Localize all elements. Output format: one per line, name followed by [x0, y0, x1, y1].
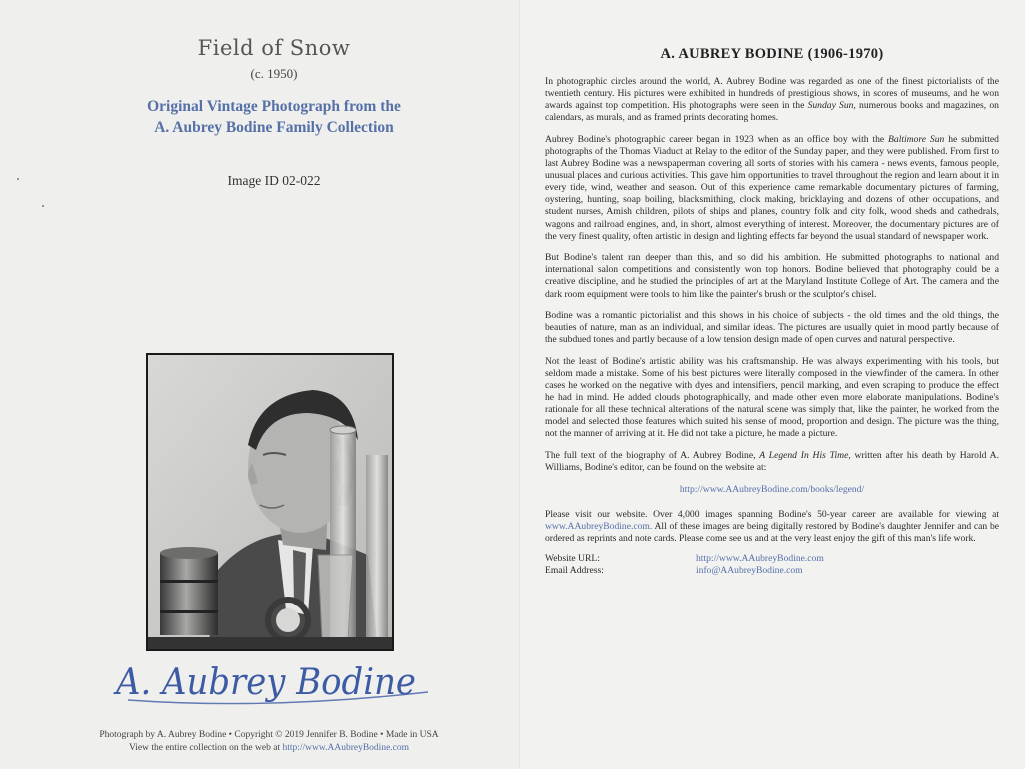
subtitle-line-1: Original Vintage Photograph from the: [147, 98, 401, 115]
bio-p6-text: The full text of the biography of A. Aubrey Bodine,: [545, 450, 760, 462]
bio-p6-emphasis: A Legend In His Time: [759, 450, 849, 462]
bio-p7-text-end: All of these images are being digitally restored by Bodine's daughter Jennifer and can be ordered as reprints and note cards. Please come see us and at the very least enjoy the gift of this man's life work.: [545, 520, 999, 544]
legend-link[interactable]: http://www.AAubreyBodine.com/books/legend/: [679, 483, 865, 495]
portrait-photo: [146, 353, 394, 651]
email-label: Email Address:: [545, 565, 604, 576]
bio-p1-emphasis: Sunday Sun,: [807, 100, 856, 112]
collection-link[interactable]: http://www.AAubreyBodine.com: [282, 743, 410, 753]
bio-p2-emphasis: Baltimore Sun: [888, 133, 945, 145]
bio-paragraph-2: [545, 134, 999, 243]
contact-values: [696, 553, 824, 578]
contact-block: [545, 553, 999, 578]
website-url-link[interactable]: http://www.AAubreyBodine.com: [696, 552, 824, 564]
collection-link-line: [40, 742, 498, 755]
collection-link-prefix: View the entire collection on the web at: [128, 743, 283, 753]
website-label: Website URL:: [545, 552, 600, 564]
signature-image: [108, 652, 438, 714]
biography-title: A. AUBREY BODINE (1906-1970): [660, 46, 884, 62]
artwork-title: Field of Snow: [197, 36, 351, 60]
collection-subtitle: [0, 96, 548, 138]
portrait-image: [148, 355, 392, 649]
website-inline-link[interactable]: www.AAubreyBodine.com.: [545, 520, 653, 532]
bio-p6-text-end: , written after his death by Harold A. Williams, Bodine's editor, can be found on the website at:: [545, 450, 999, 474]
copyright-line: Photograph by A. Aubrey Bodine • Copyright © 2019 Jennifer B. Bodine • Made in USA: [99, 730, 439, 740]
bio-paragraph-3: But Bodine's talent ran deeper than this, and so did his ambition. He submitted photographs to national and international salon competitions and consistently won top honors. Bodine believed that photography could be a creative discipline, and he studied the principles of art at the Maryland Institute College of Art. The camera and the dark room equipment were tools to him like the painter's brush or the sculptor's chisel.: [545, 252, 999, 300]
contact-labels: [545, 553, 696, 578]
bio-paragraph-7: [545, 509, 999, 545]
subtitle-line-2: A. Aubrey Bodine Family Collection: [154, 119, 394, 136]
bio-p2-text: Aubrey Bodine's photographic career began in 1923 when as an office boy with the: [545, 133, 889, 145]
bio-p1-text-end: numerous books and magazines, on calendars, as murals, and as framed prints decorating homes.: [545, 100, 999, 124]
email-address-link[interactable]: info@AAubreyBodine.com: [696, 565, 803, 576]
bio-paragraph-5: Not the least of Bodine's artistic ability was his craftsmanship. He was always experimenting with his tools, but seldom made a mistake. Some of his best pictures were literally composed in the viewfinder of the camera. In other cases he worked on the negative with dyes and intensifiers, pencil marking, and even scraping to produce the effect he had in mind. He added clouds photographically, and made other even more elaborate manipulations. Bodine's rationale for all these technical alterations of the natural scene was simply that, like the painter, he worked from the model and selected those features which suited his sense of mood, proportion and design. The picture was the thing, not the manner of arriving at it. He did not take a picture, he made a picture.: [545, 355, 999, 440]
image-id: Image ID 02-022: [227, 173, 321, 188]
bio-p7-text: Please visit our website. Over 4,000 images spanning Bodine's 50-year career are available for viewing at: [545, 508, 999, 520]
signature: [108, 652, 438, 714]
biography-body: [545, 76, 999, 577]
copyright-footer: [40, 729, 498, 755]
artwork-date: (c. 1950): [250, 66, 298, 81]
bio-p2-text-end: he submitted photographs of the Thomas Viaduct at Relay to the editor of the Sunday paper, and they were published. From first to last Aubrey Bodine was a newspaperman covering all sorts of stories with his camera - news events, famous people, unusual places and curious activities. This gave him opportunities to travel throughout the region and learn about it in every tide, wind, weather and season. Out of this experience came remarkable documentary pictures of farming, oystering, hunting, soap boiling, blacksmithing, clock making, bricklaying and dozens of other occupations, and student nurses, Amish children, pilots of ships and planes, country folk and city folk, wood sheds and cathedrals, wagons and railroad engines, and, in short, almost everything of interest. Moreover, the documentary pictures are of the very finest quality, often artistic in design and lighting effects far beyond the usual standard of newspaper work.: [545, 133, 999, 242]
bio-p1-text: In photographic circles around the world, A. Aubrey Bodine was regarded as one of the finest pictorialists of the twentieth century. His pictures were exhibited in hundreds of prestigious shows, in scores of museums, and he won awards against top competition. His photographs were seen in the: [545, 76, 999, 112]
bio-paragraph-6: [545, 450, 999, 474]
signature-text: A. Aubrey Bodine: [113, 662, 417, 703]
bio-paragraph-4: Bodine was a romantic pictorialist and this shows in his choice of subjects - the old times and the old things, the beauties of nature, man as an individual, and similar ideas. The pictures are usually quiet in mood partly because of the subdued tones and partly because of a low tension design made of open curves and natural perspective.: [545, 310, 999, 346]
paper-speck: [42, 205, 44, 207]
bio-paragraph-1: [545, 76, 999, 124]
